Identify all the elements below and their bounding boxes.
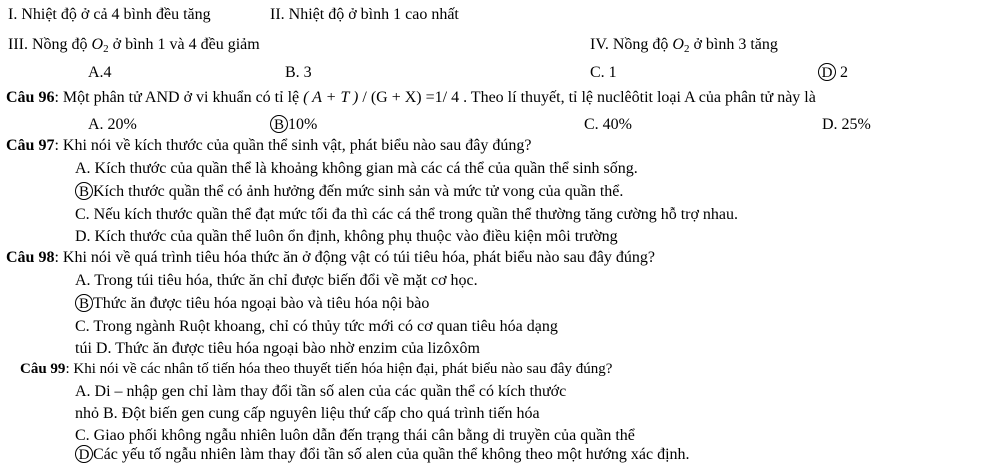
q97-stem: Câu 97: Khi nói về kích thước của quần thể sinh vật, phát biểu nào sau đây đúng? bbox=[6, 137, 532, 154]
q96-option-b: B 10% bbox=[270, 113, 317, 136]
q97-option-b: B Kích thước quần thể có ảnh hưởng đến mức sinh sản và mức tử vong của quần thể. bbox=[75, 180, 623, 203]
q98-option-b: B Thức ăn được tiêu hóa ngoại bào và tiêu hóa nội bào bbox=[75, 292, 429, 315]
q99-stem: Câu 99: Khi nói về các nhân tố tiến hóa theo thuyết tiến hóa hiện đại, phát biểu nào sau đây đúng? bbox=[20, 361, 613, 377]
question-label: Câu 98 bbox=[6, 249, 55, 266]
q99-option-c: C. Giao phối không ngẫu nhiên luôn dẫn đến trạng thái cân bằng di truyền của quần thể bbox=[75, 427, 635, 444]
answer-circle: B bbox=[75, 182, 93, 200]
statement-2: II. Nhiệt độ ở bình 1 cao nhất bbox=[270, 6, 459, 23]
statement-3: III. Nồng độ $O_2$ ở bình 1 và 4 đều giảm bbox=[8, 36, 260, 55]
q97-option-a: A. Kích thước của quần thể là khoảng không gian mà các cá thể của quần thể sinh sống. bbox=[75, 160, 638, 177]
question-label: Câu 96 bbox=[6, 89, 55, 106]
q99-option-d: D Các yếu tố ngẫu nhiên làm thay đổi tần số alen của quần thể không theo một hướng xác định. bbox=[75, 443, 690, 466]
answer-circle: D bbox=[818, 63, 836, 81]
statement-4: IV. Nồng độ $O_2$ ở bình 3 tăng bbox=[590, 36, 778, 55]
q98-option-c: C. Trong ngành Ruột khoang, chỉ có thủy tức mới có cơ quan tiêu hóa dạng bbox=[75, 318, 558, 335]
question-label: Câu 97 bbox=[6, 137, 55, 154]
q98-stem: Câu 98: Khi nói về quá trình tiêu hóa thức ăn ở động vật có túi tiêu hóa, phát biểu nào sau đây đúng? bbox=[6, 249, 655, 266]
q99-option-a: A. Di – nhập gen chỉ làm thay đổi tần số alen của các quần thể có kích thước bbox=[75, 383, 567, 400]
q95-option-c: C. 1 bbox=[590, 64, 617, 81]
statement-1: I. Nhiệt độ ở cả 4 bình đều tăng bbox=[8, 6, 211, 23]
q98-option-a: A. Trong túi tiêu hóa, thức ăn chỉ được biến đổi về mặt cơ học. bbox=[75, 272, 478, 289]
q96-option-c: C. 40% bbox=[584, 116, 632, 133]
q95-option-a: A.4 bbox=[88, 64, 112, 81]
q95-option-b: B. 3 bbox=[285, 64, 312, 81]
answer-circle: B bbox=[75, 294, 93, 312]
question-label: Câu 99 bbox=[20, 361, 66, 377]
q95-option-d: D 2 bbox=[818, 61, 848, 84]
q96-option-a: A. 20% bbox=[88, 116, 137, 133]
q97-option-d: D. Kích thước của quần thể luôn ổn định, không phụ thuộc vào điều kiện môi trường bbox=[75, 228, 618, 245]
q99-option-a-continued: nhỏ B. Đột biến gen cung cấp nguyên liệu thứ cấp cho quá trình tiến hóa bbox=[75, 405, 540, 422]
answer-circle: D bbox=[75, 445, 93, 463]
q97-option-c: C. Nếu kích thước quần thể đạt mức tối đa thì các cá thể trong quần thể thường tăng cường hỗ trợ nhau. bbox=[75, 206, 739, 223]
answer-circle: B bbox=[270, 115, 288, 133]
q98-option-c-continued: túi D. Thức ăn được tiêu hóa ngoại bào nhờ enzim của lizôxôm bbox=[75, 340, 480, 357]
q96-stem: Câu 96: Một phân tử AND ở vi khuẩn có tỉ lệ ( A + T ) / (G + X) =1/ 4 . Theo lí thuyết, tỉ lệ nuclêôtit loại A của phân tử này là bbox=[6, 89, 816, 106]
q96-option-d: D. 25% bbox=[822, 116, 871, 133]
